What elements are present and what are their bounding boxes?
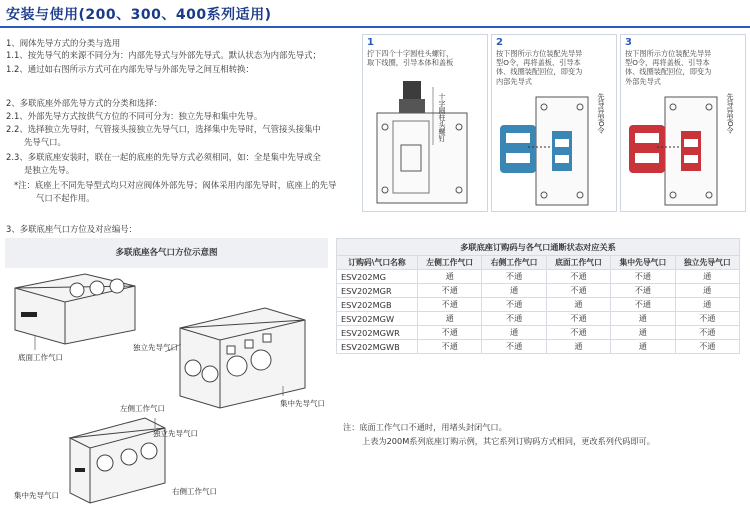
title-rule bbox=[0, 26, 750, 28]
label-indep-pilot-1: 独立先导气口 bbox=[133, 343, 178, 352]
step-box-3 bbox=[620, 34, 746, 212]
state-cell: 不通 bbox=[675, 326, 739, 340]
step-number: 3 bbox=[625, 37, 632, 48]
side-label: 先导异型O令 bbox=[597, 93, 605, 134]
col-header: 底面工作气口 bbox=[546, 256, 610, 270]
state-cell: 通 bbox=[418, 270, 482, 284]
table-caption: 多联底座订购码与各气口通断状态对应关系 bbox=[337, 239, 740, 256]
model-cell: ESV202MG bbox=[337, 270, 418, 284]
state-cell: 通 bbox=[611, 340, 675, 354]
col-header: 独立先导气口 bbox=[675, 256, 739, 270]
state-cell: 不通 bbox=[675, 312, 739, 326]
label-central-pilot-2: 集中先导气口 bbox=[14, 491, 59, 500]
state-cell: 不通 bbox=[418, 298, 482, 312]
state-cell: 不通 bbox=[546, 326, 610, 340]
text-line-1: 1、阀体先导方式的分类与选用 bbox=[6, 38, 121, 48]
valve-disassembly-diagram bbox=[363, 35, 487, 211]
state-cell: 通 bbox=[675, 270, 739, 284]
state-cell: 不通 bbox=[418, 284, 482, 298]
state-cell: 通 bbox=[418, 312, 482, 326]
model-cell: ESV202MGWB bbox=[337, 340, 418, 354]
text-line-12: 3、多联底座气口方位及对应编号： bbox=[6, 224, 137, 234]
state-cell: 不通 bbox=[611, 270, 675, 284]
table-row bbox=[337, 312, 740, 326]
state-cell: 不通 bbox=[611, 284, 675, 298]
table-row bbox=[337, 298, 740, 312]
text-line-5: 2.1、外部先导方式按供气方位的不同可分为：独立先导和集中先导。 bbox=[6, 111, 263, 121]
text-line-2: 1.1、按先导气的来源不同分为：内部先导式与外部先导式。默认状态为内部先导式； bbox=[6, 50, 321, 60]
state-cell: 通 bbox=[546, 298, 610, 312]
order-code-table bbox=[336, 238, 740, 354]
table-row bbox=[337, 284, 740, 298]
state-cell: 不通 bbox=[482, 298, 546, 312]
label-bottom-port: 底面工作气口 bbox=[18, 353, 63, 362]
state-cell: 不通 bbox=[418, 340, 482, 354]
state-cell: 通 bbox=[675, 298, 739, 312]
table-row bbox=[337, 326, 740, 340]
text-line-11: 气口不起作用。 bbox=[36, 193, 95, 203]
diagram-header: 多联底座各气口方位示意图 bbox=[5, 238, 328, 268]
model-cell: ESV202MGB bbox=[337, 298, 418, 312]
state-cell: 不通 bbox=[546, 284, 610, 298]
step-description: 按下图所示方位装配先导异型O令，再将盖板、引导本体、线圈装配回位，即变为外部先导式 bbox=[625, 49, 712, 86]
label-central-pilot-1: 集中先导气口 bbox=[280, 399, 325, 408]
state-cell: 不通 bbox=[546, 312, 610, 326]
step-description: 按下图所示方位装配先导异型O令，再将盖板、引导本体、线圈装配回位，即变为内部先导式 bbox=[496, 49, 583, 86]
col-header: 右侧工作气口 bbox=[482, 256, 546, 270]
state-cell: 通 bbox=[482, 284, 546, 298]
table-header-row bbox=[337, 256, 740, 270]
model-cell: ESV202MGR bbox=[337, 284, 418, 298]
state-cell: 不通 bbox=[611, 298, 675, 312]
text-line-8: 2.3、多联底座安装时，联在一起的底座的先导方式必须相同，如：全是集中先导或全 bbox=[6, 152, 321, 162]
step-number: 1 bbox=[367, 37, 374, 48]
state-cell: 通 bbox=[546, 340, 610, 354]
label-indep-pilot-2: 独立先导气口 bbox=[153, 429, 198, 438]
page-title: 安装与使用(200、300、400系列适用) bbox=[6, 7, 272, 23]
text-line-10: *注：底座上不同先导型式均只对应阀体外部先导；阀体采用内部先导时，底座上的先导 bbox=[14, 180, 337, 190]
model-cell: ESV202MGW bbox=[337, 312, 418, 326]
text-line-6: 2.2、选择独立先导时，气管接头接独立先导气口，选择集中先导时，气管接头接集中 bbox=[6, 124, 321, 134]
note-line-2: 上表为200M系列底座订购示例，其它系列订购码方式相同，更改系列代码即可。 bbox=[362, 436, 655, 446]
state-cell: 不通 bbox=[482, 340, 546, 354]
state-cell: 不通 bbox=[546, 270, 610, 284]
state-cell: 通 bbox=[611, 326, 675, 340]
col-header: 左侧工作气口 bbox=[418, 256, 482, 270]
state-cell: 不通 bbox=[675, 340, 739, 354]
table-row bbox=[337, 270, 740, 284]
note-line-1: 注：底面工作气口不通时，用堵头封闭气口。 bbox=[343, 422, 507, 432]
state-cell: 通 bbox=[675, 284, 739, 298]
state-cell: 不通 bbox=[482, 312, 546, 326]
state-cell: 通 bbox=[611, 312, 675, 326]
text-line-4: 2、多联底座外部先导方式的分类和选择： bbox=[6, 98, 163, 108]
model-cell: ESV202MGWR bbox=[337, 326, 418, 340]
text-line-7: 先导气口。 bbox=[24, 137, 66, 147]
state-cell: 通 bbox=[482, 326, 546, 340]
side-label: 十字圆柱头螺钉 bbox=[438, 93, 446, 142]
label-right-port: 右侧工作气口 bbox=[172, 487, 217, 496]
text-line-3: 1.2、通过如右图所示方式可在内部先导与外部先导之间互相转换： bbox=[6, 64, 254, 74]
state-cell: 不通 bbox=[418, 326, 482, 340]
manifold-base-diagram bbox=[5, 268, 328, 508]
col-header: 订购码\气口名称 bbox=[337, 256, 418, 270]
side-label: 先导异型O令 bbox=[726, 93, 734, 134]
step-description: 拧下四个十字圆柱头螺钉，取下线圈，引导本体和盖板 bbox=[367, 49, 454, 68]
step-box-1 bbox=[362, 34, 488, 212]
text-line-9: 是独立先导。 bbox=[24, 165, 75, 175]
table-row bbox=[337, 340, 740, 354]
step-box-2 bbox=[491, 34, 617, 212]
state-cell: 不通 bbox=[482, 270, 546, 284]
label-left-port: 左侧工作气口 bbox=[120, 404, 165, 413]
step-number: 2 bbox=[496, 37, 503, 48]
col-header: 集中先导气口 bbox=[611, 256, 675, 270]
